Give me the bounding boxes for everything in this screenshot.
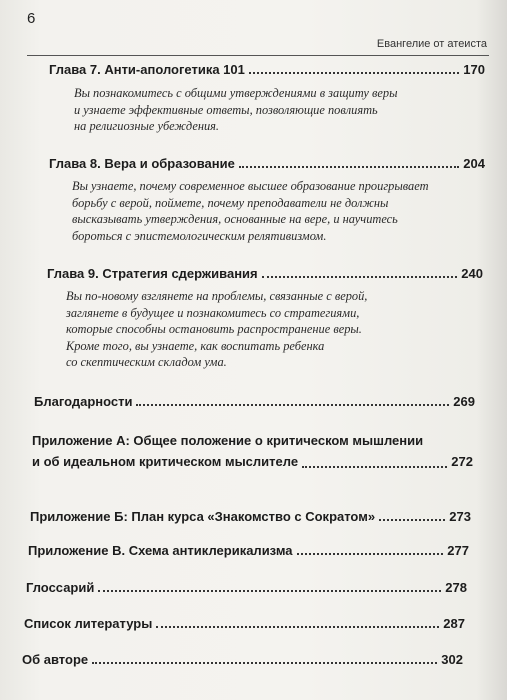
leader-dots bbox=[249, 62, 459, 74]
running-header: Евангелие от атеиста bbox=[376, 38, 487, 50]
toc-entry-title: Благодарности bbox=[34, 394, 133, 409]
leader-dots bbox=[92, 652, 437, 664]
toc-entry-appendix-b bbox=[30, 509, 471, 524]
toc-entry-title-line2: и об идеальном критическом мыслителе bbox=[32, 454, 299, 469]
chapter-description: Вы познакомитесь с общими утверждениями в защиту веры и узнаете эффективные ответы, позволяющие повлиять на религиозные убеждения. bbox=[74, 86, 398, 134]
toc-entry-about-author bbox=[22, 652, 463, 667]
toc-entry-page: 277 bbox=[447, 543, 469, 558]
toc-entry-appendix-a bbox=[32, 430, 473, 472]
leader-dots bbox=[156, 616, 439, 628]
toc-entry-page: 273 bbox=[449, 509, 471, 524]
toc-entry-title-line1: Приложение А: Общее положение о критическом мышлении bbox=[32, 433, 424, 448]
leader-dots bbox=[379, 509, 445, 521]
toc-entry-title: Приложение Б: План курса «Знакомство с Сократом» bbox=[30, 509, 376, 524]
leader-dots bbox=[262, 266, 458, 278]
toc-entry-chapter-7 bbox=[49, 62, 485, 77]
toc-entry-title: Приложение В. Схема антиклерикализма bbox=[28, 543, 293, 558]
leader-dots bbox=[239, 156, 459, 168]
toc-entry-chapter-9 bbox=[47, 266, 483, 281]
header-rule bbox=[27, 55, 489, 56]
toc-entry-title: Об авторе bbox=[22, 652, 89, 667]
toc-entry-page: 272 bbox=[451, 454, 473, 469]
toc-entry-page: 302 bbox=[441, 652, 463, 667]
toc-entry-chapter-8 bbox=[49, 156, 485, 171]
toc-entry-page: 240 bbox=[461, 266, 483, 281]
toc-entry-title: Глава 7. Анти-апологетика 101 bbox=[49, 62, 245, 77]
toc-entry-page: 204 bbox=[463, 156, 485, 171]
toc-entry-page: 278 bbox=[445, 580, 467, 595]
toc-entry-title: Глава 9. Стратегия сдерживания bbox=[47, 266, 258, 281]
toc-entry-title: Список литературы bbox=[24, 616, 153, 631]
toc-entry-glossary bbox=[26, 580, 467, 595]
leader-dots bbox=[98, 580, 441, 592]
toc-entry-page: 269 bbox=[453, 394, 475, 409]
leader-dots bbox=[302, 456, 447, 468]
chapter-description: Вы узнаете, почему современное высшее образование проигрывает борьбу с верой, поймете, почему преподаватели не должны высказывать утверждения, основанные на вере, и научитесь бороться с эпистемологическим релятивизмом. bbox=[72, 179, 429, 243]
leader-dots bbox=[136, 394, 449, 406]
toc-entry-page: 287 bbox=[443, 616, 465, 631]
leader-dots bbox=[297, 543, 444, 555]
toc-entry-acknowledgements bbox=[34, 394, 475, 409]
page-number: 6 bbox=[27, 10, 36, 27]
toc-entry-bibliography bbox=[24, 616, 465, 631]
toc-entry-page: 170 bbox=[463, 62, 485, 77]
chapter-description: Вы по-новому взглянете на проблемы, связанные с верой, заглянете в будущее и познакомитесь со стратегиями, которые способны остановить распространение веры. Кроме того, вы узнаете, как воспитать ребенка со скептическим складом ума. bbox=[66, 289, 368, 370]
toc-entry-title: Глоссарий bbox=[26, 580, 95, 595]
toc-entry-title: Глава 8. Вера и образование bbox=[49, 156, 235, 171]
toc-entry-appendix-v bbox=[28, 543, 469, 558]
